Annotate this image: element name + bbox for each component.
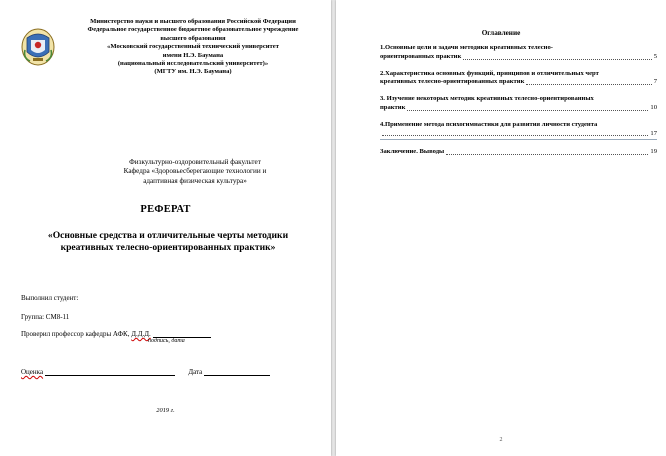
toc-entry[interactable] — [380, 121, 657, 141]
topic-line-2: креативных телесно-ориентированных практик» — [60, 241, 276, 253]
toc-title: Оглавление — [481, 29, 521, 37]
university-named-after-line: имени Н.Э. Баумана — [162, 51, 224, 59]
toc-dot-leader — [382, 134, 648, 136]
professor-name: Д.Д.Д. — [131, 330, 151, 338]
university-status-line: (национальный исследовательский университет)» — [117, 60, 269, 68]
toc-entry[interactable] — [380, 148, 657, 157]
topic-line-1: «Основные средства и отличительные черты методики — [47, 230, 289, 241]
document-title: РЕФЕРАТ — [140, 204, 191, 215]
toc-dot-leader — [463, 58, 651, 60]
toc-entry-line1: 4.Применение метода психогимнастики для развития личности студента — [380, 120, 598, 128]
student-label: Выполнил студент: — [21, 294, 79, 302]
toc-page-number: 10 — [650, 103, 657, 111]
university-header — [58, 18, 328, 77]
toc-entry-line1: 3. Изучение некоторых методик креативных телесно-ориентированных — [380, 95, 594, 103]
toc-entry-line2: практик — [380, 103, 406, 111]
university-emblem-icon — [21, 28, 55, 66]
page-number: 2 — [499, 437, 503, 443]
institution-type-line: Федеральное государственное бюджетное образовательное учреждение — [87, 26, 299, 34]
education-level-line: высшего образования — [160, 34, 226, 42]
year-label: 2019 г. — [156, 407, 175, 414]
toc-dot-leader — [526, 83, 651, 85]
table-of-contents — [380, 44, 657, 165]
checked-by-label: Проверил профессор кафедры АФК, — [21, 330, 130, 338]
signature-line — [153, 330, 211, 338]
document-topic — [18, 230, 318, 253]
toc-entry[interactable] — [380, 44, 657, 62]
department-line-1: Кафедра «Здоровьесберегающие технологии и — [123, 167, 267, 176]
toc-page-number: 7 — [653, 78, 657, 86]
toc-page-number: 17 — [650, 129, 657, 137]
toc-dot-leader — [407, 109, 648, 111]
toc-page-number: 5 — [653, 52, 657, 60]
date-line — [204, 368, 270, 376]
toc-entry-line1: 1.Основные цели и задачи методики креативных телесно- — [380, 44, 553, 51]
department-line-2: адаптивная физическая культура» — [143, 176, 247, 185]
university-short-name-line: (МГТУ им. Н.Э. Баумана) — [154, 68, 232, 76]
toc-entry-line2: Заключение. Выводы — [380, 148, 445, 156]
toc-entry[interactable] — [380, 95, 657, 113]
ministry-line: Министерство науки и высшего образования Российской Федерации — [90, 18, 296, 25]
toc-page-number: 19 — [650, 148, 657, 156]
contents-page — [336, 0, 666, 456]
grade-label: Оценка — [21, 368, 44, 376]
group-field — [21, 313, 69, 321]
toc-entry-line2: ориентированных практик — [380, 52, 462, 60]
date-label: Дата — [188, 368, 203, 376]
student-field — [21, 294, 78, 302]
grade-line — [45, 368, 175, 376]
checked-by-field — [21, 330, 211, 338]
toc-dot-leader — [446, 153, 648, 155]
group-label: Группа: СМ8-11 — [21, 313, 70, 321]
signature-hint: подпись, дата — [148, 338, 185, 344]
university-name-line: «Московский государственный технический университет — [107, 43, 279, 51]
toc-entry[interactable] — [380, 70, 657, 88]
toc-entry-line2: креативных телесно-ориентированных практик — [380, 78, 525, 86]
grade-field — [21, 368, 270, 376]
faculty-block — [110, 158, 280, 186]
faculty-name: Физкультурно-оздоровительный факультет — [129, 158, 261, 166]
title-page — [0, 0, 331, 456]
toc-entry-line1: 2.Характеристика основных функций, принципов и отличительных черт — [380, 69, 599, 77]
toc-divider — [380, 139, 657, 140]
